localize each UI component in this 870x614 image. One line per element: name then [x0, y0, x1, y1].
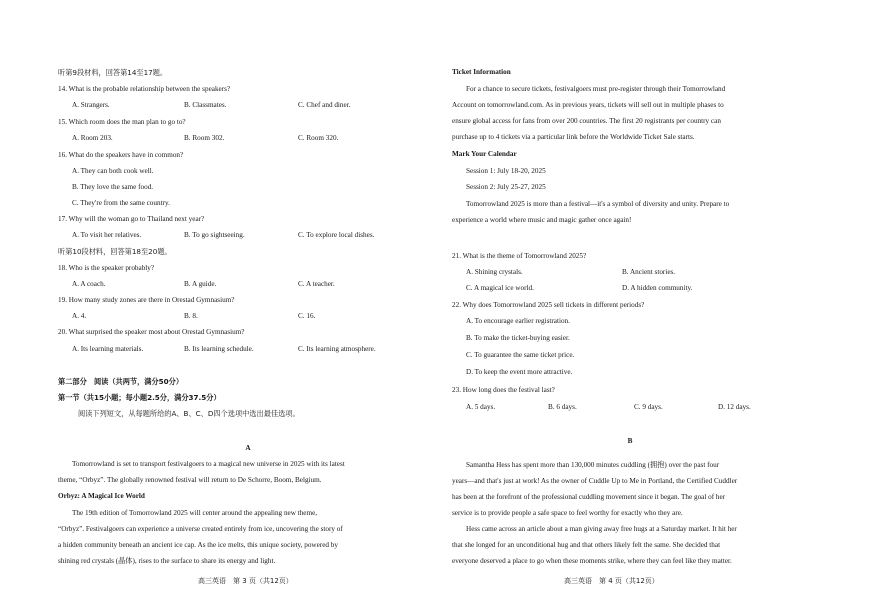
ticket-line-3: ensure global access for fans from over 200 countries. The first 20 registrants per country can: [452, 117, 721, 125]
section-one-heading: 第一节（共15小题；每小题2.5分，满分37.5分）: [58, 393, 221, 402]
q21-stem: 21. What is the theme of Tomorrowland 2025?: [452, 252, 587, 260]
ticket-info-heading: Ticket Information: [452, 68, 511, 76]
passage-a-line-1: Tomorrowland is set to transport festivalgoers to a magical new universe in 2025 with its latest: [72, 460, 345, 468]
session-two: Session 2: July 25-27, 2025: [466, 183, 546, 191]
q18-option-a: A. A coach.: [72, 280, 106, 288]
q21-option-b: B. Ancient stories.: [622, 268, 676, 276]
q16-stem: 16. What do the speakers have in common?: [58, 151, 184, 159]
part-two-heading: 第二部分 阅读（共两节，满分50分）: [58, 377, 184, 386]
session-one: Session 1: July 18-20, 2025: [466, 167, 546, 175]
q23-option-b: B. 6 days.: [548, 403, 577, 411]
reading-instruction: 阅读下列短文，从每题所给的A、B、C、D四个选项中选出最佳选项。: [78, 409, 300, 418]
left-page: [58, 0, 438, 614]
q15-stem: 15. Which room does the man plan to go to?: [58, 118, 186, 126]
q14-option-b: B. Classmates.: [184, 101, 227, 109]
left-page-footer: 高三英语 第 3 页（共12页）: [198, 577, 293, 585]
calendar-line-1: Tomorrowland 2025 is more than a festival—it's a symbol of diversity and unity. Prepare to: [466, 200, 730, 208]
q14-option-c: C. Chef and diner.: [298, 101, 351, 109]
q17-option-c: C. To explore local dishes.: [298, 231, 375, 239]
passage-a-line-5: a hidden community beneath an ancient ice cap. As the ice melts, this unique society, powered by: [58, 541, 338, 549]
q22-option-a: A. To encourage earlier registration.: [466, 317, 570, 325]
ticket-line-4: purchase up to 4 tickets via a particular link before the Worldwide Ticket Sale starts.: [452, 133, 695, 141]
passage-b-letter: B: [627, 437, 633, 445]
listen-10-instruction: 听第10段材料，回答第18至20题。: [58, 247, 172, 256]
calendar-heading: Mark Your Calendar: [452, 150, 517, 158]
q21-option-c: C. A magical ice world.: [466, 284, 534, 292]
q16-option-b: B. They love the same food.: [72, 183, 154, 191]
q23-option-a: A. 5 days.: [466, 403, 496, 411]
q18-stem: 18. Who is the speaker probably?: [58, 264, 155, 272]
passage-a-subheading: Orbyz: A Magical Ice World: [58, 492, 145, 500]
q19-option-b: B. 8.: [184, 312, 198, 320]
q23-option-c: C. 9 days.: [634, 403, 663, 411]
calendar-line-2: experience a world where music and magic gather once again!: [452, 216, 632, 224]
q19-option-c: C. 16.: [298, 312, 316, 320]
q17-stem: 17. Why will the woman go to Thailand next year?: [58, 215, 205, 223]
q17-option-b: B. To go sightseeing.: [184, 231, 245, 239]
q14-stem: 14. What is the probable relationship between the speakers?: [58, 85, 231, 93]
q22-option-d: D. To keep the event more attractive.: [466, 368, 573, 376]
q15-option-c: C. Room 320.: [298, 134, 339, 142]
ticket-line-2: Account on tomorrowland.com. As in previous years, tickets will sell out in multiple phases to: [452, 101, 724, 109]
passage-b-line-1: Samantha Hess has spent more than 130,000 minutes cuddling (拥抱) over the past four: [466, 461, 720, 469]
passage-b-line-6: that she longed for an unconditional hug and that others likely felt the same. She decided that: [452, 541, 721, 549]
right-page-footer: 高三英语 第 4 页（共12页）: [564, 577, 659, 585]
q20-option-a: A. Its learning materials.: [72, 345, 144, 353]
q16-option-a: A. They can both cook well.: [72, 167, 154, 175]
q19-option-a: A. 4.: [72, 312, 87, 320]
q22-option-c: C. To guarantee the same ticket price.: [466, 351, 575, 359]
q14-option-a: A. Strangers.: [72, 101, 110, 109]
q16-option-c: C. They're from the same country.: [72, 199, 170, 207]
passage-b-line-2: years—and that's just at work! As the owner of Cuddle Up to Me in Portland, the Certified Cuddler: [452, 477, 738, 485]
q17-option-a: A. To visit her relatives.: [72, 231, 142, 239]
listen-9-instruction: 听第9段材料，回答第14至17题。: [58, 68, 168, 77]
passage-b-line-5: Hess came across an article about a man giving away free hugs at a Saturday market. It hit her: [466, 525, 737, 533]
q18-option-b: B. A guide.: [184, 280, 217, 288]
q19-stem: 19. How many study zones are there in Orestad Gymnasium?: [58, 296, 235, 304]
passage-b-line-7: everyone deserved a place to go when these moments strike, where they can feel like they matter.: [452, 557, 732, 565]
passage-a-line-6: shining red crystals (晶体), rises to the surface to share its energy and light.: [58, 557, 276, 565]
q20-stem: 20. What surprised the speaker most about Orestad Gymnasium?: [58, 328, 245, 336]
passage-b-line-3: has been at the forefront of the professional cuddling movement since it began. The goal of her: [452, 493, 726, 501]
passage-b-line-4: service is to provide people a safe space to feel worthy for exactly who they are.: [452, 509, 683, 517]
q15-option-b: B. Room 302.: [184, 134, 225, 142]
passage-a-line-4: “Orbyz”. Festivalgoers can experience a universe created entirely from ice, uncovering the story of: [58, 525, 343, 533]
q23-option-d: D. 12 days.: [718, 403, 751, 411]
passage-a-letter: A: [245, 444, 251, 452]
q21-option-a: A. Shining crystals.: [466, 268, 523, 276]
q15-option-a: A. Room 203.: [72, 134, 113, 142]
q22-option-b: B. To make the ticket-buying easier.: [466, 334, 570, 342]
ticket-line-1: For a chance to secure tickets, festivalgoers must pre-register through their Tomorrowland: [466, 85, 726, 93]
q20-option-c: C. Its learning atmosphere.: [298, 345, 376, 353]
q22-stem: 22. Why does Tomorrowland 2025 sell tickets in different periods?: [452, 301, 645, 309]
q23-stem: 23. How long does the festival last?: [452, 386, 555, 394]
q20-option-b: B. Its learning schedule.: [184, 345, 254, 353]
passage-a-line-2: theme, “Orbyz”. The globally renowned festival will return to De Schorre, Boom, Belgium.: [58, 476, 322, 484]
passage-a-line-3: The 19th edition of Tomorrowland 2025 will center around the appealing new theme,: [72, 509, 318, 517]
q21-option-d: D. A hidden community.: [622, 284, 693, 292]
right-page: [452, 0, 808, 614]
q18-option-c: C. A teacher.: [298, 280, 335, 288]
